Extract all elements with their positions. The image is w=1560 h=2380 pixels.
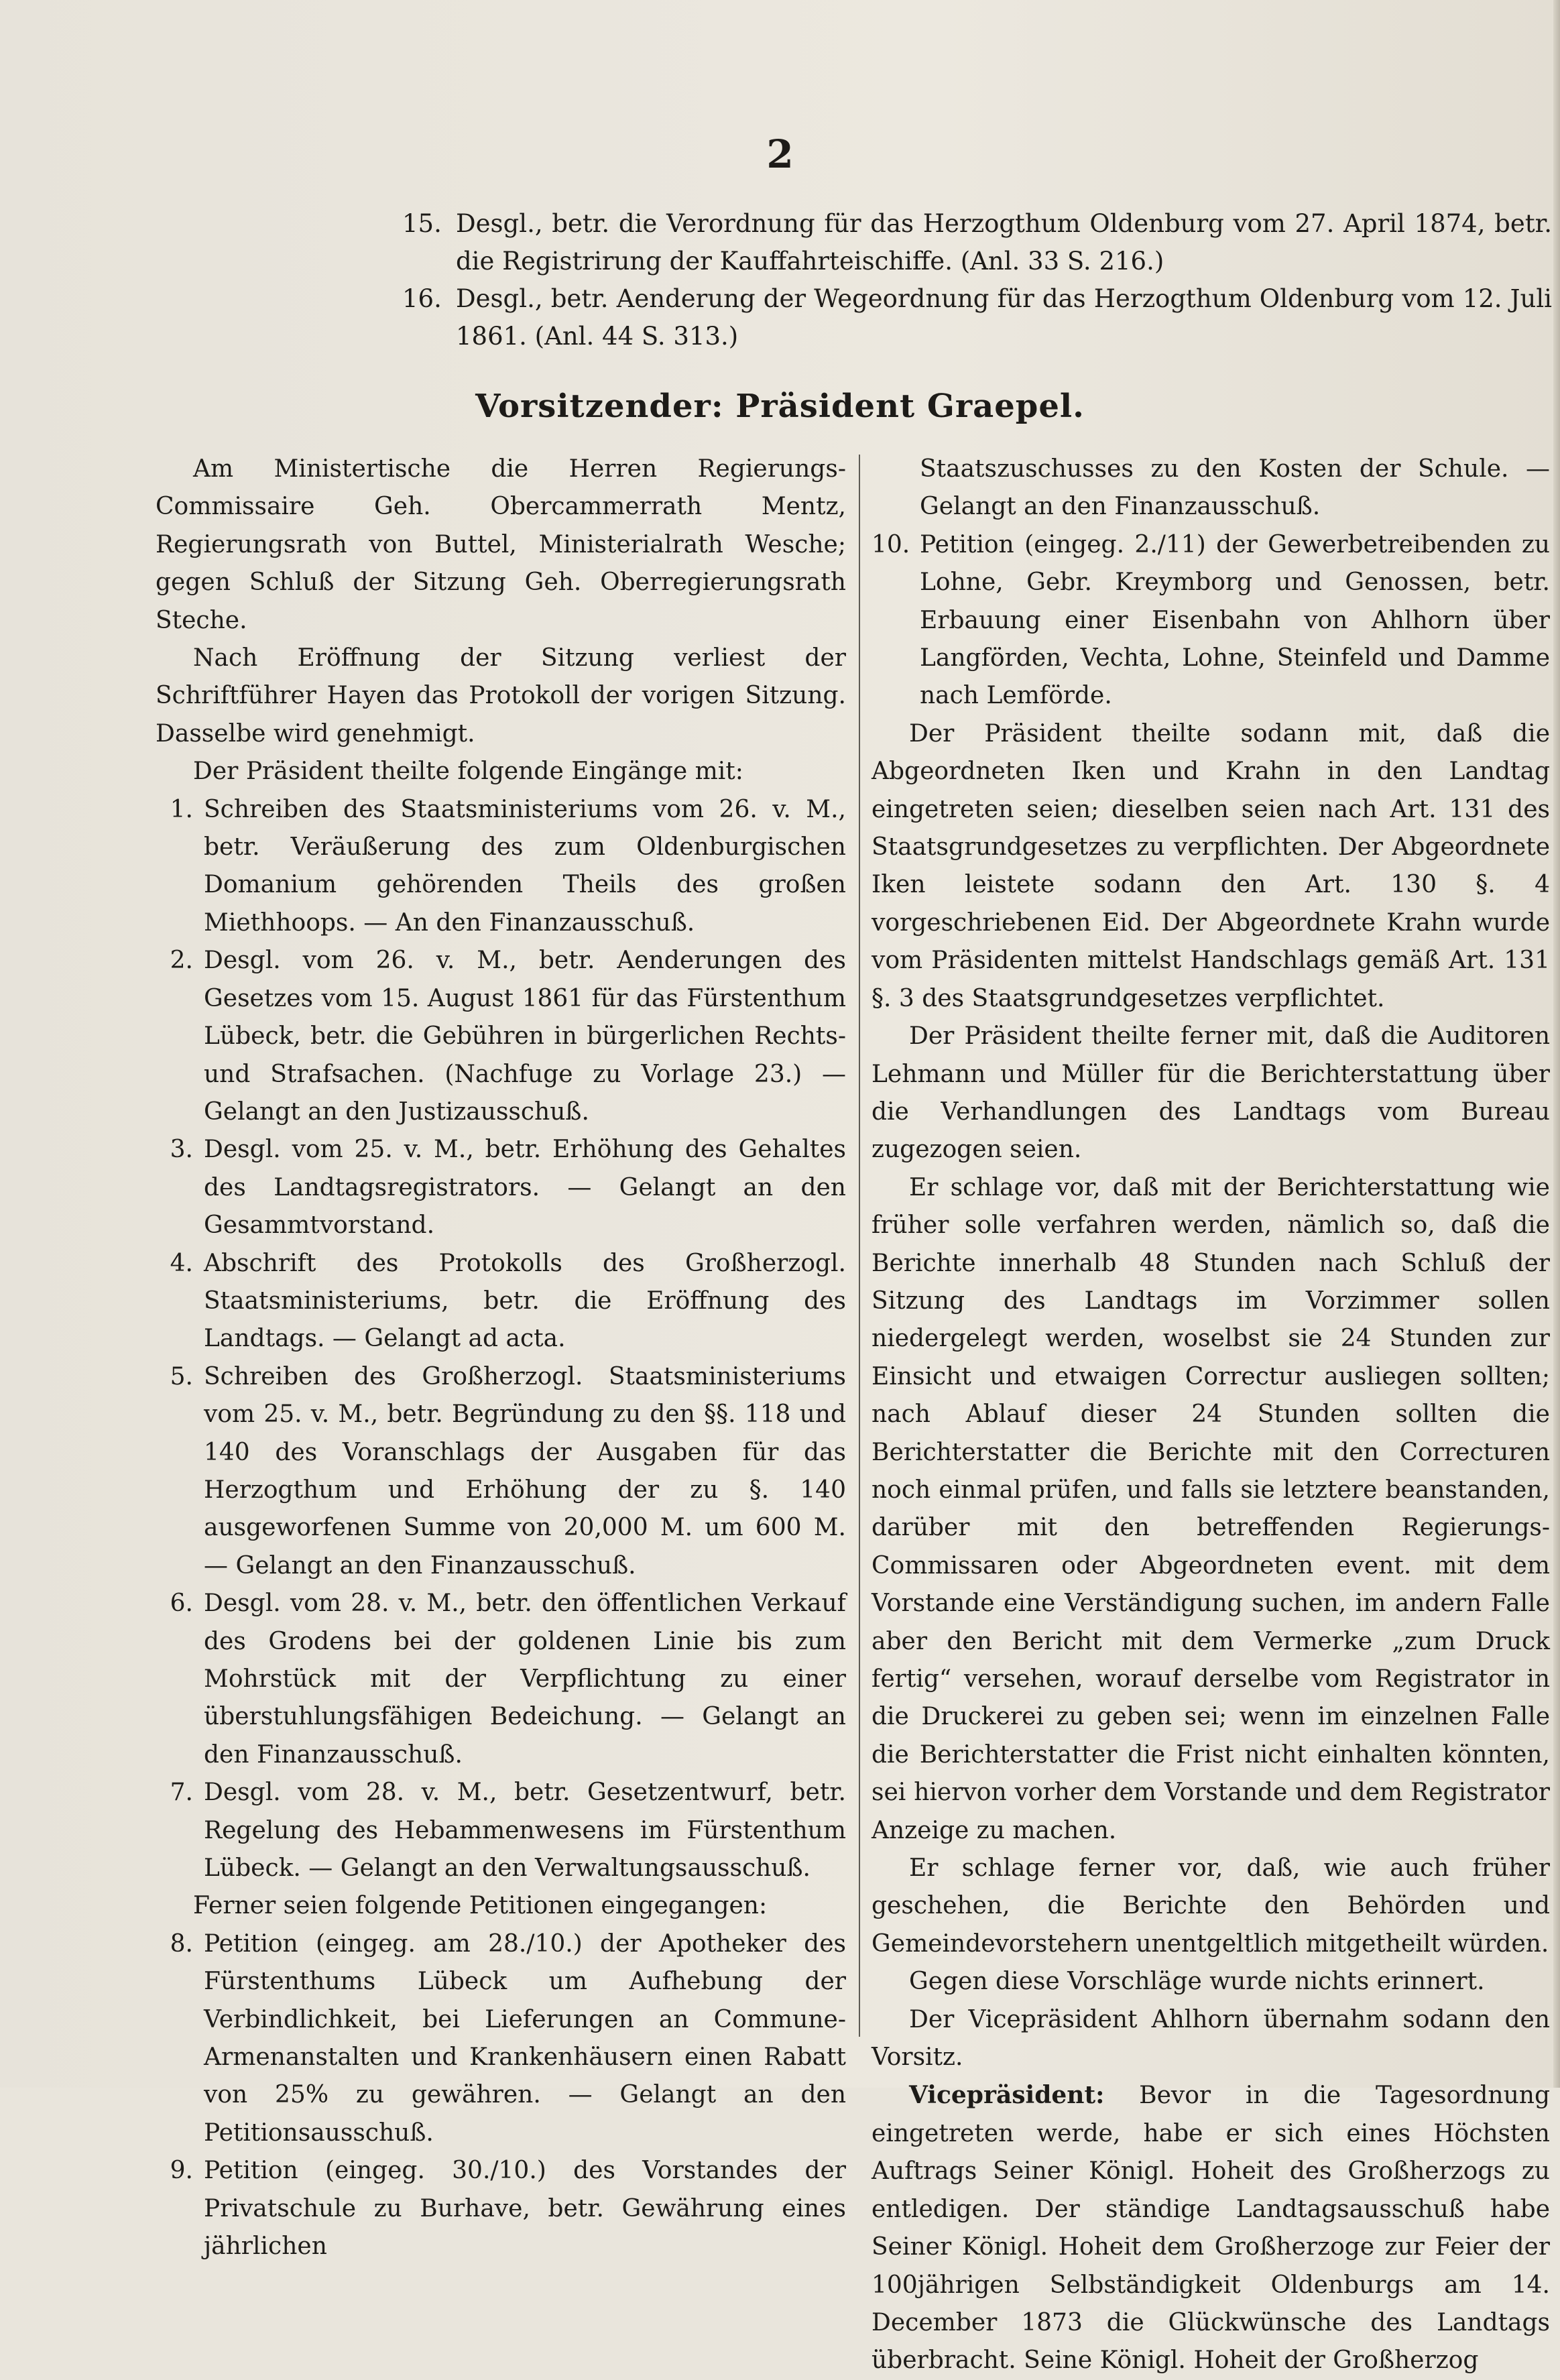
- attendance-paragraph: Am Ministertische die Herren Regierungs-Commissaire Geh. Obercammerrath Mentz, Regierungsrath von Buttel, Ministerialrath Wesche; gegen Schluß der Sitzung Geh. Oberregierungsrath Steche.: [156, 455, 846, 634]
- list-item: [156, 1358, 846, 1585]
- list-item-text: Petition (eingeg. 2./11) der Gewerbetreibenden zu Lohne, Gebr. Kreymborg und Genossen, betr. Erbauung einer Eisenbahn von Ahlhorn über Langförden, Vechta, Lohne, Steinfeld und Damme nach Lemförde.: [920, 530, 1550, 710]
- list-item-text: Schreiben des Großherzogl. Staatsministeriums vom 25. v. M., betr. Begründung zu den §§. 118 und 140 des Voranschlags der Ausgaben für das Herzogthum und Erhöhung der zu §. 140 ausgeworfenen Summe von 20,000 M. um 600 M. — Gelangt an den Finanzausschuß.: [204, 1362, 846, 1580]
- agenda-item-text: Desgl., betr. die Verordnung für das Herzogthum Oldenburg vom 27. April 1874, betr. die Registrirung der Kauffahrteischiffe. (Anl. 33 S. 216.): [456, 209, 1552, 276]
- vice-president-paragraph: [872, 2076, 1550, 2379]
- speaker-label: Vicepräsident:: [909, 2081, 1105, 2110]
- petitions-intro: Ferner seien folgende Petitionen eingegangen:: [193, 1892, 768, 1920]
- list-item-number: 5.: [170, 1362, 193, 1390]
- list-item-number: 4.: [170, 1249, 193, 1277]
- paragraph: Der Präsident theilte ferner mit, daß die Auditoren Lehmann und Müller für die Berichterstattung über die Verhandlungen des Landtags vom Bureau zugezogen seien.: [872, 1022, 1550, 1164]
- speech-text: Bevor in die Tagesordnung eingetreten werde, habe er sich eines Höchsten Auftrags Seiner Königl. Hoheit des Großherzogs zu entledigen. Der ständige Landtagsausschuß habe Seiner Königl. Hoheit dem Großherzoge zur Feier der 100jährigen Selbständigkeit Oldenburgs am 14. December 1873 die Glückwünsche des Landtags überbracht. Seine Königl. Hoheit der Großherzog: [872, 2082, 1550, 2375]
- list-item-text: Desgl. vom 26. v. M., betr. Aenderungen des Gesetzes vom 15. August 1861 für das Fürstenthum Lübeck, betr. die Gebühren in bürgerlichen Rechts- und Strafsachen. (Nachfuge zu Vorlage 23.) — Gelangt an den Justizausschuß.: [204, 947, 846, 1126]
- list-item-text: Petition (eingeg. am 28./10.) der Apotheker des Fürstenthums Lübeck um Aufhebung der Verbindlichkeit, bei Lieferungen an Commune-Armenanstalten und Krankenhäusern einen Rabatt von 25% zu gewähren. — Gelangt an den Petitionsausschuß.: [204, 1929, 846, 2147]
- paragraph: Gegen diese Vorschläge wurde nichts erinnert.: [909, 1968, 1485, 1996]
- page-edge: [1553, 0, 1560, 2088]
- page-number: 2: [766, 131, 794, 177]
- paragraph: Der Präsident theilte sodann mit, daß die Abgeordneten Iken und Krahn in den Landtag eingetreten seien; dieselben seien nach Art. 131 des Staatsgrundgesetzes zu verpflichten. Der Abgeordnete Iken leistete sodann den Art. 130 §. 4 vorgeschriebenen Eid. Der Abgeordnete Krahn wurde vom Präsidenten mittelst Handschlags gemäß Art. 131 §. 3 des Staatsgrundgesetzes verpflichtet.: [872, 719, 1550, 1012]
- list-item-text: Petition (eingeg. 30./10.) des Vorstandes der Privatschule zu Burhave, betr. Gewährung eines jährlichen: [204, 2157, 846, 2261]
- paragraph: Er schlage vor, daß mit der Berichterstattung wie früher solle verfahren werden, nämlich so, daß die Berichte innerhalb 48 Stunden nach Schluß der Sitzung des Landtags im Vorzimmer sollen niedergelegt werden, woselbst sie 24 Stunden zur Einsicht und etwaigen Correctur ausliegen sollten; nach Ablauf dieser 24 Stunden sollten die Berichterstatter die Berichte mit den Correcturen noch einmal prüfen, und falls sie letztere beanstanden, darüber mit den betreffenden Regierungs-Commissaren oder Abgeordneten event. mit dem Vorstande eine Verständigung suchen, im andern Falle aber den Bericht mit dem Vermerke „zum Druck fertig“ versehen, worauf derselbe vom Registrator in die Druckerei zu geben sei; wenn im einzelnen Falle die Berichterstatter die Frist nicht einhalten könnten, sei hiervon vorher dem Vorstande und dem Registrator Anzeige zu machen.: [872, 1173, 1550, 1844]
- list-item-number: 7.: [170, 1779, 193, 1807]
- list-item: [156, 791, 846, 943]
- list-item-text: Abschrift des Protokolls des Großherzogl. Staatsministeriums, betr. die Eröffnung des Landtags. — Gelangt ad acta.: [204, 1249, 846, 1353]
- list-item: [156, 942, 846, 1131]
- list-item-number: 10.: [872, 530, 910, 558]
- opening-paragraph: Nach Eröffnung der Sitzung verliest der Schriftführer Hayen das Protokoll der vorigen Sitzung. Dasselbe wird genehmigt.: [156, 644, 846, 748]
- list-item-number: 1.: [170, 795, 193, 823]
- list-item: [156, 1131, 846, 1244]
- list-item-text: Schreiben des Staatsministeriums vom 26. v. M., betr. Veräußerung des zum Oldenburgischen Domanium gehörenden Theils des großen Miethhoops. — An den Finanzausschuß.: [204, 795, 846, 937]
- list-item-number: 8.: [170, 1929, 193, 1958]
- chair-heading: Vorsitzender: Präsident Graepel.: [475, 388, 1085, 425]
- list-item: [156, 1925, 846, 2152]
- agenda-item-number: 15.: [402, 209, 442, 238]
- list-item-number: 6.: [170, 1590, 193, 1618]
- agenda-item: [402, 205, 1552, 280]
- list-item: [156, 2152, 846, 2265]
- list-item: [156, 1585, 846, 1774]
- list-item: [872, 526, 1550, 715]
- list-item-text: Desgl. vom 28. v. M., betr. Gesetzentwurf, betr. Regelung des Hebammenwesens im Fürstenthum Lübeck. — Gelangt an den Verwaltungsausschuß.: [204, 1779, 846, 1883]
- column-divider: [859, 455, 860, 2037]
- list-item-text: Desgl. vom 28. v. M., betr. den öffentlichen Verkauf des Grodens bei der goldenen Linie bis zum Mohrstück mit der Verpflichtung zu einer überstuhlungsfähigen Bedeichung. — Gelangt an den Finanzausschuß.: [204, 1590, 846, 1769]
- list-item-number: 9.: [170, 2157, 193, 2185]
- eingaenge-intro: Der Präsident theilte folgende Eingänge mit:: [193, 758, 743, 786]
- list-item: [156, 1245, 846, 1358]
- agenda-item-number: 16.: [402, 284, 442, 313]
- list-item-number: 2.: [170, 947, 193, 975]
- agenda-item: [402, 280, 1552, 355]
- paragraph: Der Vicepräsident Ahlhorn übernahm sodann den Vorsitz.: [872, 2005, 1550, 2072]
- list-item-number: 3.: [170, 1136, 193, 1164]
- list-item-text: Desgl. vom 25. v. M., betr. Erhöhung des Gehaltes des Landtagsregistrators. — Gelangt an den Gesammtvorstand.: [204, 1136, 846, 1240]
- agenda-item-text: Desgl., betr. Aenderung der Wegeordnung für das Herzogthum Oldenburg vom 12. Juli 1861. (Anl. 44 S. 313.): [456, 284, 1552, 351]
- agenda-list: [402, 205, 1552, 355]
- paragraph: Er schlage ferner vor, daß, wie auch früher geschehen, die Berichte den Behörden und Gemeindevorstehern unentgeltlich mitgetheilt würden.: [872, 1854, 1550, 1958]
- continuation-text: Staatszuschusses zu den Kosten der Schule. — Gelangt an den Finanzausschuß.: [920, 455, 1550, 521]
- left-column: [156, 451, 846, 2266]
- list-item: [156, 1774, 846, 1887]
- right-column: [872, 451, 1550, 2380]
